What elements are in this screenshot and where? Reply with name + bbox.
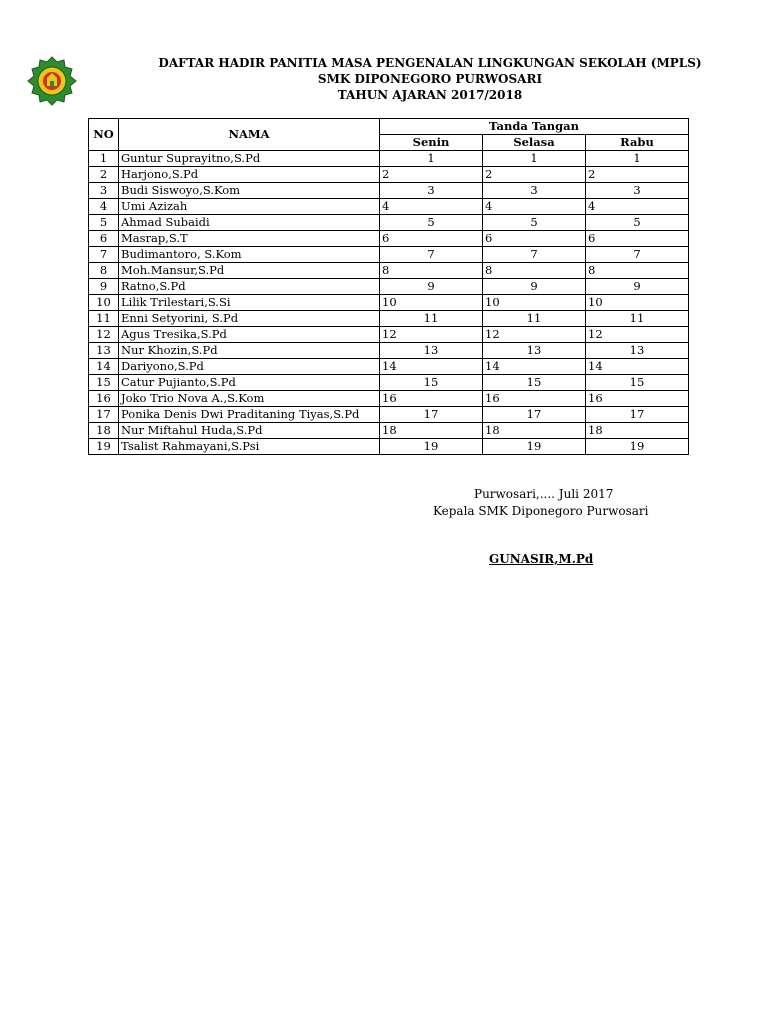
signature-rabu: 16 (586, 391, 689, 407)
signature-selasa: 9 (483, 279, 586, 295)
header-school-name: SMK DIPONEGORO PURWOSARI (317, 72, 543, 86)
row-name: Budimantoro, S.Kom (119, 247, 380, 263)
signature-selasa: 4 (483, 199, 586, 215)
signature-rabu: 11 (586, 311, 689, 327)
signature-senin: 16 (380, 391, 483, 407)
row-name: Harjono,S.Pd (119, 167, 380, 183)
signature-selasa: 11 (483, 311, 586, 327)
table-row (89, 407, 689, 423)
row-number: 19 (89, 439, 119, 455)
signature-selasa: 3 (483, 183, 586, 199)
row-name: Joko Trio Nova A.,S.Kom (119, 391, 380, 407)
row-name: Budi Siswoyo,S.Kom (119, 183, 380, 199)
row-number: 9 (89, 279, 119, 295)
signature-rabu: 7 (586, 247, 689, 263)
row-number: 3 (89, 183, 119, 199)
row-name: Lilik Trilestari,S.Si (119, 295, 380, 311)
column-header-signature: Tanda Tangan (380, 119, 689, 135)
signature-selasa: 13 (483, 343, 586, 359)
signature-rabu: 12 (586, 327, 689, 343)
signature-senin: 13 (380, 343, 483, 359)
row-number: 13 (89, 343, 119, 359)
signature-selasa: 17 (483, 407, 586, 423)
signature-selasa: 1 (483, 151, 586, 167)
signature-selasa: 6 (483, 231, 586, 247)
signature-senin: 6 (380, 231, 483, 247)
signature-senin: 5 (380, 215, 483, 231)
signature-selasa: 12 (483, 327, 586, 343)
row-number: 12 (89, 327, 119, 343)
row-number: 2 (89, 167, 119, 183)
signature-rabu: 13 (586, 343, 689, 359)
signature-senin: 15 (380, 375, 483, 391)
column-header-day-senin: Senin (380, 135, 483, 151)
table-row (89, 263, 689, 279)
table-row (89, 231, 689, 247)
attendance-table (88, 118, 689, 455)
table-row (89, 167, 689, 183)
row-name: Ratno,S.Pd (119, 279, 380, 295)
header-school-year: TAHUN AJARAN 2017/2018 (337, 88, 523, 102)
signature-senin: 1 (380, 151, 483, 167)
signature-senin: 2 (380, 167, 483, 183)
signature-selasa: 10 (483, 295, 586, 311)
signature-senin: 4 (380, 199, 483, 215)
table-row (89, 215, 689, 231)
row-number: 6 (89, 231, 119, 247)
table-row (89, 247, 689, 263)
row-number: 17 (89, 407, 119, 423)
signature-senin: 12 (380, 327, 483, 343)
row-name: Enni Setyorini, S.Pd (119, 311, 380, 327)
place-date: Purwosari,.... Juli 2017 (474, 487, 614, 501)
row-number: 14 (89, 359, 119, 375)
signature-rabu: 19 (586, 439, 689, 455)
row-number: 10 (89, 295, 119, 311)
signature-rabu: 1 (586, 151, 689, 167)
signature-senin: 17 (380, 407, 483, 423)
signature-selasa: 19 (483, 439, 586, 455)
signatory-name: GUNASIR,M.Pd (489, 552, 594, 566)
table-row (89, 151, 689, 167)
signature-senin: 11 (380, 311, 483, 327)
table-row (89, 439, 689, 455)
table-row (89, 311, 689, 327)
signature-selasa: 5 (483, 215, 586, 231)
row-number: 1 (89, 151, 119, 167)
table-row (89, 343, 689, 359)
attendance-rows (89, 151, 689, 455)
signature-rabu: 14 (586, 359, 689, 375)
row-name: Nur Miftahul Huda,S.Pd (119, 423, 380, 439)
table-row (89, 199, 689, 215)
row-name: Umi Azizah (119, 199, 380, 215)
signature-rabu: 17 (586, 407, 689, 423)
table-row (89, 359, 689, 375)
row-number: 7 (89, 247, 119, 263)
school-logo (27, 56, 77, 106)
column-header-day-selasa: Selasa (483, 135, 586, 151)
table-row (89, 423, 689, 439)
row-name: Ahmad Subaidi (119, 215, 380, 231)
row-name: Moh.Mansur,S.Pd (119, 263, 380, 279)
signatory-role: Kepala SMK Diponegoro Purwosari (433, 504, 649, 518)
signature-rabu: 8 (586, 263, 689, 279)
header-title: DAFTAR HADIR PANITIA MASA PENGENALAN LINGKUNGAN SEKOLAH (MPLS) (158, 56, 702, 70)
signature-rabu: 4 (586, 199, 689, 215)
school-emblem-icon (27, 56, 77, 106)
row-name: Tsalist Rahmayani,S.Psi (119, 439, 380, 455)
row-name: Agus Tresika,S.Pd (119, 327, 380, 343)
signature-senin: 7 (380, 247, 483, 263)
table-row (89, 279, 689, 295)
row-name: Nur Khozin,S.Pd (119, 343, 380, 359)
column-header-day-rabu: Rabu (586, 135, 689, 151)
column-header-no: NO (89, 119, 119, 151)
signature-selasa: 7 (483, 247, 586, 263)
signature-rabu: 15 (586, 375, 689, 391)
signature-senin: 19 (380, 439, 483, 455)
signature-selasa: 8 (483, 263, 586, 279)
signature-rabu: 18 (586, 423, 689, 439)
signature-rabu: 2 (586, 167, 689, 183)
row-number: 18 (89, 423, 119, 439)
signature-senin: 8 (380, 263, 483, 279)
table-row (89, 183, 689, 199)
signature-senin: 10 (380, 295, 483, 311)
row-name: Dariyono,S.Pd (119, 359, 380, 375)
row-name: Guntur Suprayitno,S.Pd (119, 151, 380, 167)
table-row (89, 295, 689, 311)
row-name: Ponika Denis Dwi Praditaning Tiyas,S.Pd (119, 407, 380, 423)
signature-rabu: 10 (586, 295, 689, 311)
row-name: Catur Pujianto,S.Pd (119, 375, 380, 391)
row-number: 5 (89, 215, 119, 231)
signature-selasa: 2 (483, 167, 586, 183)
signature-rabu: 5 (586, 215, 689, 231)
signature-selasa: 15 (483, 375, 586, 391)
signature-rabu: 6 (586, 231, 689, 247)
signature-senin: 18 (380, 423, 483, 439)
row-number: 4 (89, 199, 119, 215)
row-number: 15 (89, 375, 119, 391)
signature-selasa: 18 (483, 423, 586, 439)
signature-rabu: 9 (586, 279, 689, 295)
row-number: 8 (89, 263, 119, 279)
signature-selasa: 16 (483, 391, 586, 407)
table-row (89, 327, 689, 343)
signature-senin: 14 (380, 359, 483, 375)
signature-selasa: 14 (483, 359, 586, 375)
signature-senin: 3 (380, 183, 483, 199)
row-number: 16 (89, 391, 119, 407)
column-header-name: NAMA (119, 119, 380, 151)
signature-rabu: 3 (586, 183, 689, 199)
table-row (89, 375, 689, 391)
table-row (89, 391, 689, 407)
row-name: Masrap,S.T (119, 231, 380, 247)
signature-senin: 9 (380, 279, 483, 295)
row-number: 11 (89, 311, 119, 327)
